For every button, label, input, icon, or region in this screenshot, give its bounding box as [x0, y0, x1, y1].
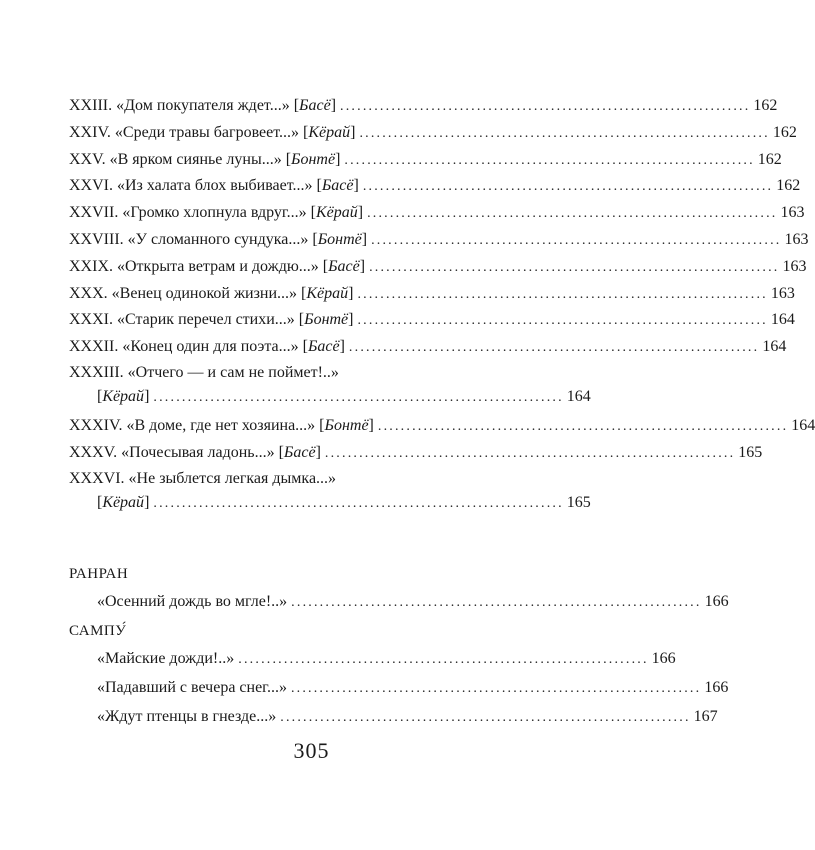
toc-entry: XXX. «Венец одинокой жизни...» [Кёрай] ........................................................................ 163	[69, 281, 517, 308]
page-ref: 166	[704, 592, 729, 610]
section-heading-ranran: РАНРАН	[69, 565, 129, 582]
toc-entry: XXXIII. «Отчего — и сам не поймет!..» [Кёрай] ........................................................................ 164	[69, 361, 517, 413]
dot-leader: ........................................................................	[348, 340, 760, 356]
page-ref: 164	[762, 338, 787, 356]
page-ref: 167	[693, 707, 718, 725]
dot-leader: ........................................................................	[357, 286, 768, 302]
author: Басё	[328, 257, 360, 275]
author: Бонтё	[304, 311, 349, 329]
page-ref: 166	[704, 678, 729, 696]
section-heading-sampu: САМПУ́	[69, 622, 127, 639]
page-ref: 165	[738, 443, 763, 461]
dot-leader: ........................................................................	[324, 445, 736, 461]
page-ref: 162	[776, 177, 801, 195]
dot-leader: ........................................................................	[357, 313, 768, 329]
author: Кёрай	[102, 387, 145, 405]
dot-leader: ........................................................................	[238, 651, 649, 667]
toc-entry: XXXV. «Почесывая ладонь...» [Басё] ........................................................................ 165	[69, 440, 517, 467]
section-items	[97, 644, 729, 731]
dot-leader: ........................................................................	[290, 680, 702, 696]
page-ref: 164	[566, 387, 591, 405]
page-ref: 165	[566, 493, 591, 511]
section-items	[97, 587, 729, 616]
table-of-contents	[69, 93, 815, 731]
toc-entry: XXVIII. «У сломанного сундука...» [Бонтё] ........................................................................ 163	[69, 227, 517, 254]
toc-entry: XXVI. «Из халата блох выбивает...» [Басё] ........................................................................ 162	[69, 173, 517, 200]
dot-leader: ........................................................................	[153, 389, 564, 405]
author: Кёрай	[102, 493, 145, 511]
toc-entry: XXXIV. «В доме, где нет хозяина...» [Бонтё] ........................................................................ 164	[69, 413, 517, 440]
toc-entry: XXXI. «Старик перечел стихи...» [Бонтё] ........................................................................ 164	[69, 307, 517, 334]
toc-entry: XXV. «В ярком сиянье луны...» [Бонтё] ........................................................................ 162	[69, 147, 517, 174]
toc-entry: XXXVI. «Не зыблется легкая дымка...» [Кёрай] ........................................................................ 165	[69, 467, 517, 519]
page-ref: 163	[784, 230, 809, 248]
page-ref: 162	[753, 97, 778, 114]
dot-leader: ........................................................................	[280, 709, 691, 725]
toc-entry: XXIII. «Дом покупателя ждет...» [Басё] ........................................................................ 162	[69, 93, 517, 120]
dot-leader: ........................................................................	[359, 125, 770, 141]
page-ref: 164	[791, 416, 815, 434]
author: Кёрай	[308, 123, 351, 141]
page-ref: 162	[757, 150, 782, 168]
toc-entry: XXIX. «Открыта ветрам и дождю...» [Басё] ........................................................................ 163	[69, 254, 517, 281]
author: Басё	[283, 443, 316, 461]
toc-entry: XXXII. «Конец один для поэта...» [Басё] ........................................................................ 164	[69, 334, 517, 361]
author: Бонтё	[324, 416, 369, 434]
page-ref: 163	[780, 204, 805, 222]
toc-entry: «Майские дожди!..» ........................................................................ 166	[97, 644, 517, 673]
toc-entry: «Ждут птенцы в гнезде...» ........................................................................ 167	[97, 702, 517, 731]
page-ref: 164	[770, 311, 795, 329]
dot-leader: ........................................................................	[291, 594, 702, 610]
author: Кёрай	[316, 204, 358, 222]
dot-leader: ........................................................................	[153, 495, 564, 511]
page-number: 305	[293, 738, 330, 763]
page-ref: 163	[782, 257, 807, 275]
dot-leader: ........................................................................	[377, 418, 789, 434]
author: Кёрай	[306, 284, 349, 302]
dot-leader: ........................................................................	[340, 99, 751, 114]
author: Бонтё	[291, 150, 336, 168]
author: Бонтё	[317, 230, 362, 248]
dot-leader: ........................................................................	[371, 232, 782, 248]
author: Басё	[307, 338, 340, 356]
toc-entry: XXIV. «Среди травы багровеет...» [Кёрай] ........................................................................ 162	[69, 120, 517, 147]
dot-leader: ........................................................................	[369, 259, 780, 275]
author: Басё	[299, 97, 331, 114]
page-ref: 162	[772, 123, 797, 141]
dot-leader: ........................................................................	[362, 179, 774, 195]
author: Басё	[321, 177, 354, 195]
toc-entry: «Осенний дождь во мгле!..» ........................................................................ 166	[97, 587, 517, 616]
page-ref: 166	[651, 649, 676, 667]
toc-entry: «Падавший с вечера снег...» ........................................................................ 166	[97, 673, 517, 702]
dot-leader: ........................................................................	[367, 206, 778, 222]
toc-entry: XXVII. «Громко хлопнула вдруг...» [Кёрай] ........................................................................ 163	[69, 200, 517, 227]
dot-leader: ........................................................................	[344, 152, 755, 168]
page-ref: 163	[770, 284, 795, 302]
